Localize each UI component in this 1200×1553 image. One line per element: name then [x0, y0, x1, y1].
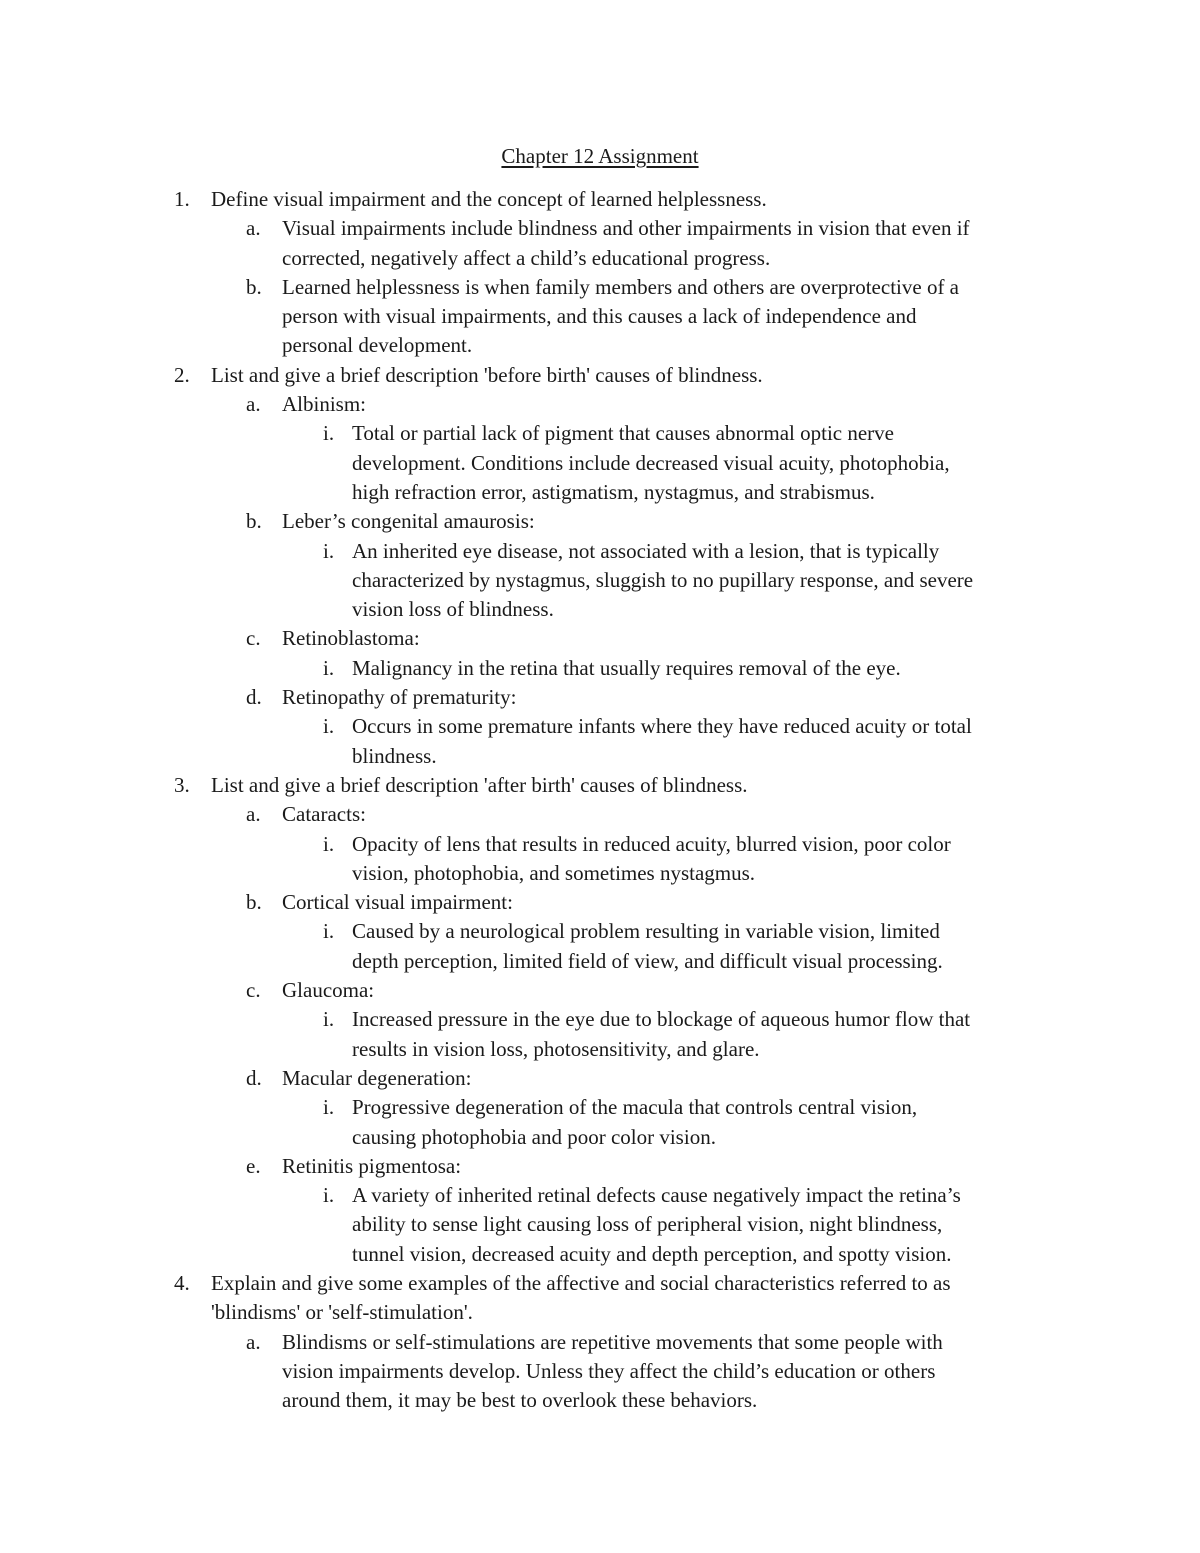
outline-line — [0, 1386, 1200, 1415]
list-marker: c. — [246, 626, 261, 651]
list-marker: d. — [246, 1065, 262, 1090]
list-marker: i. — [323, 1007, 335, 1032]
list-marker: i. — [323, 538, 335, 563]
outline-line — [0, 361, 1200, 390]
line-text: around them, it may be best to overlook these behaviors. — [282, 1388, 758, 1413]
outline-line — [0, 683, 1200, 712]
outline-line — [0, 1357, 1200, 1386]
line-text: An inherited eye disease, not associated with a lesion, that is typically — [352, 538, 940, 563]
line-text: List and give a brief description 'after birth' causes of blindness. — [211, 772, 748, 797]
line-text: Macular degeneration: — [282, 1065, 472, 1090]
line-text: Retinitis pigmentosa: — [282, 1153, 462, 1178]
outline-line — [0, 214, 1200, 243]
outline-line — [0, 1064, 1200, 1093]
outline-line — [0, 1328, 1200, 1357]
outline-line — [0, 390, 1200, 419]
outline-line — [0, 273, 1200, 302]
list-marker: b. — [246, 890, 262, 915]
outline-line — [0, 917, 1200, 946]
line-text: Blindisms or self-stimulations are repetitive movements that some people with — [282, 1329, 943, 1354]
list-marker: a. — [246, 392, 261, 417]
list-marker: 2. — [174, 362, 190, 387]
list-marker: a. — [246, 216, 261, 241]
line-text: Retinopathy of prematurity: — [282, 685, 517, 710]
outline-line — [0, 185, 1200, 214]
line-text: vision impairments develop. Unless they affect the child’s education or others — [282, 1358, 936, 1383]
list-marker: i. — [323, 655, 335, 680]
line-text: corrected, negatively affect a child’s educational progress. — [282, 245, 771, 270]
outline-line — [0, 654, 1200, 683]
document-title: Chapter 12 Assignment — [501, 144, 699, 168]
outline-line — [0, 1269, 1200, 1298]
list-marker: d. — [246, 685, 262, 710]
line-text: causing photophobia and poor color vision. — [352, 1124, 716, 1149]
line-text: depth perception, limited field of view, and difficult visual processing. — [352, 948, 943, 973]
outline-line — [0, 1152, 1200, 1181]
outline-line — [0, 1035, 1200, 1064]
outline-line — [0, 419, 1200, 448]
list-marker: i. — [323, 1183, 335, 1208]
line-text: Cortical visual impairment: — [282, 890, 513, 915]
line-text: Leber’s congenital amaurosis: — [282, 509, 535, 534]
outline-line — [0, 742, 1200, 771]
outline-line — [0, 976, 1200, 1005]
outline-line — [0, 478, 1200, 507]
list-marker: b. — [246, 509, 262, 534]
outline-line — [0, 449, 1200, 478]
line-text: Cataracts: — [282, 802, 366, 827]
outline-line — [0, 1093, 1200, 1122]
line-text: 'blindisms' or 'self-stimulation'. — [211, 1300, 473, 1325]
line-text: Define visual impairment and the concept of learned helplessness. — [211, 187, 767, 211]
list-marker: e. — [246, 1153, 261, 1178]
list-marker: a. — [246, 1329, 261, 1354]
outline-line — [0, 1181, 1200, 1210]
outline-line — [0, 947, 1200, 976]
list-marker: 3. — [174, 772, 190, 797]
list-marker: i. — [323, 919, 335, 944]
line-text: A variety of inherited retinal defects cause negatively impact the retina’s — [352, 1183, 961, 1208]
outline-line — [0, 1240, 1200, 1269]
list-marker: i. — [323, 1095, 335, 1120]
outline-line — [0, 624, 1200, 653]
line-text: vision, photophobia, and sometimes nystagmus. — [352, 860, 756, 885]
line-text: Explain and give some examples of the affective and social characteristics referred to as — [211, 1270, 951, 1295]
line-text: blindness. — [352, 743, 437, 768]
outline-line — [0, 888, 1200, 917]
line-text: person with visual impairments, and this causes a lack of independence and — [282, 304, 917, 329]
line-text: tunnel vision, decreased acuity and depth perception, and spotty vision. — [352, 1241, 952, 1266]
line-text: Albinism: — [282, 392, 367, 417]
line-text: personal development. — [282, 333, 473, 358]
outline-line — [0, 1005, 1200, 1034]
outline-line — [0, 507, 1200, 536]
list-marker: a. — [246, 802, 261, 827]
line-text: Visual impairments include blindness and other impairments in vision that even if — [282, 216, 970, 241]
line-text: high refraction error, astigmatism, nystagmus, and strabismus. — [352, 479, 875, 504]
outline-line — [0, 1210, 1200, 1239]
list-marker: i. — [323, 714, 335, 739]
outline-line — [0, 800, 1200, 829]
outline-line — [0, 1123, 1200, 1152]
outline-line — [0, 859, 1200, 888]
outline-line — [0, 331, 1200, 360]
line-text: Total or partial lack of pigment that causes abnormal optic nerve — [352, 421, 895, 446]
line-text: Malignancy in the retina that usually requires removal of the eye. — [352, 655, 901, 680]
list-marker: i. — [323, 421, 335, 446]
assignment-list — [0, 185, 1200, 1415]
outline-line — [0, 771, 1200, 800]
outline-line — [0, 244, 1200, 273]
line-text: Glaucoma: — [282, 978, 375, 1003]
list-marker: b. — [246, 274, 262, 299]
outline-line — [0, 537, 1200, 566]
line-text: Opacity of lens that results in reduced acuity, blurred vision, poor color — [352, 831, 951, 856]
line-text: ability to sense light causing loss of peripheral vision, night blindness, — [352, 1212, 943, 1237]
list-marker: c. — [246, 978, 261, 1003]
line-text: Learned helplessness is when family members and others are overprotective of a — [282, 274, 960, 299]
line-text: Progressive degeneration of the macula that controls central vision, — [352, 1095, 918, 1120]
line-text: development. Conditions include decreased visual acuity, photophobia, — [352, 450, 950, 475]
line-text: Retinoblastoma: — [282, 626, 420, 651]
line-text: Increased pressure in the eye due to blockage of aqueous humor flow that — [352, 1007, 971, 1032]
line-text: List and give a brief description 'before birth' causes of blindness. — [211, 362, 763, 387]
list-marker: 4. — [174, 1270, 190, 1295]
list-marker: i. — [323, 831, 335, 856]
line-text: characterized by nystagmus, sluggish to no pupillary response, and severe — [352, 567, 974, 592]
outline-line — [0, 302, 1200, 331]
line-text: vision loss of blindness. — [352, 597, 554, 622]
list-marker: 1. — [174, 187, 190, 211]
line-text: Occurs in some premature infants where they have reduced acuity or total — [352, 714, 972, 739]
outline-line — [0, 566, 1200, 595]
line-text: Caused by a neurological problem resulting in variable vision, limited — [352, 919, 940, 944]
outline-line — [0, 712, 1200, 741]
outline-line — [0, 595, 1200, 624]
line-text: results in vision loss, photosensitivity, and glare. — [352, 1036, 760, 1061]
outline-line — [0, 830, 1200, 859]
outline-line — [0, 1298, 1200, 1327]
